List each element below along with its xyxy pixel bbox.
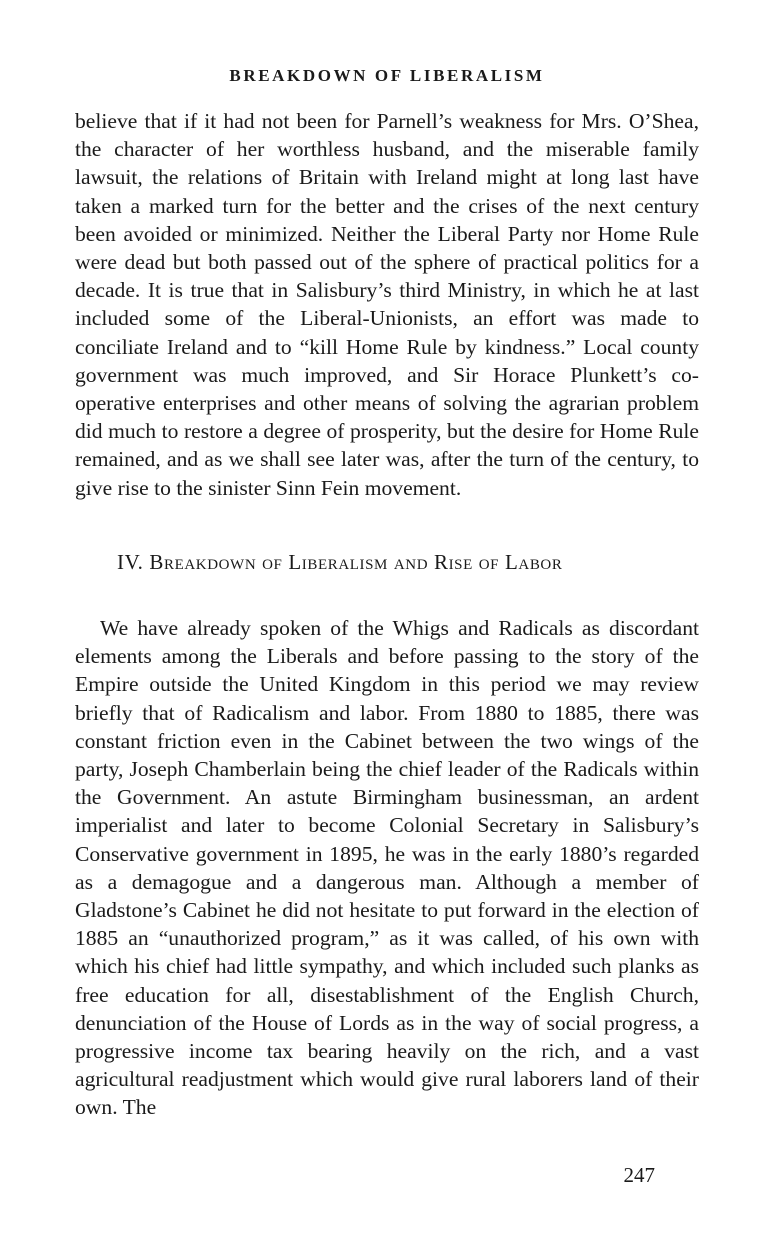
running-head: BREAKDOWN OF LIBERALISM <box>229 66 545 85</box>
book-page <box>75 0 699 1236</box>
page-number: 247 <box>623 1163 655 1187</box>
section-heading: IV. Breakdown of Liberalism and Rise of Labor <box>117 550 563 574</box>
body-paragraph-2: We have already spoken of the Whigs and Radicals as discordant elements among the Liberals and before passing to the story of the Empire outside the United Kingdom in this period we may review briefly that of Radicalism and labor. From 1880 to 1885, there was constant friction even in the Cabinet between the two wings of the party, Joseph Chamberlain being the chief leader of the Radicals within the Government. An astute Birmingham businessman, an ardent imperialist and later to become Colonial Secretary in Salisbury’s Conservative government in 1895, he was in the early 1880’s regarded as a demagogue and a dangerous man. Although a member of Gladstone’s Cabinet he did not hesitate to put forward in the election of 1885 an “unauthorized program,” as it was called, of his own with which his chief had little sympathy, and which included such planks as free education for all, disestablishment of the English Church, denunciation of the House of Lords as in the way of social progress, a progressive income tax bearing heavily on the rich, and a vast agricultural readjustment which would give rural laborers land of their own. The <box>75 616 699 1120</box>
body-paragraph-1: believe that if it had not been for Parnell’s weakness for Mrs. O’Shea, the character of her worthless husband, and the miserable family lawsuit, the relations of Britain with Ireland might at long last have taken a marked turn for the better and the crises of the next century been avoided or minimized. Neither the Liberal Party nor Home Rule were dead but both passed out of the sphere of practical politics for a decade. It is true that in Salisbury’s third Ministry, in which he at last included some of the Liberal-Unionists, an effort was made to conciliate Ireland and to “kill Home Rule by kindness.” Local county government was much improved, and Sir Horace Plunkett’s co-operative enterprises and other means of solving the agrarian problem did much to restore a degree of prosperity, but the desire for Home Rule remained, and as we shall see later was, after the turn of the century, to give rise to the sinister Sinn Fein movement. <box>75 109 699 500</box>
